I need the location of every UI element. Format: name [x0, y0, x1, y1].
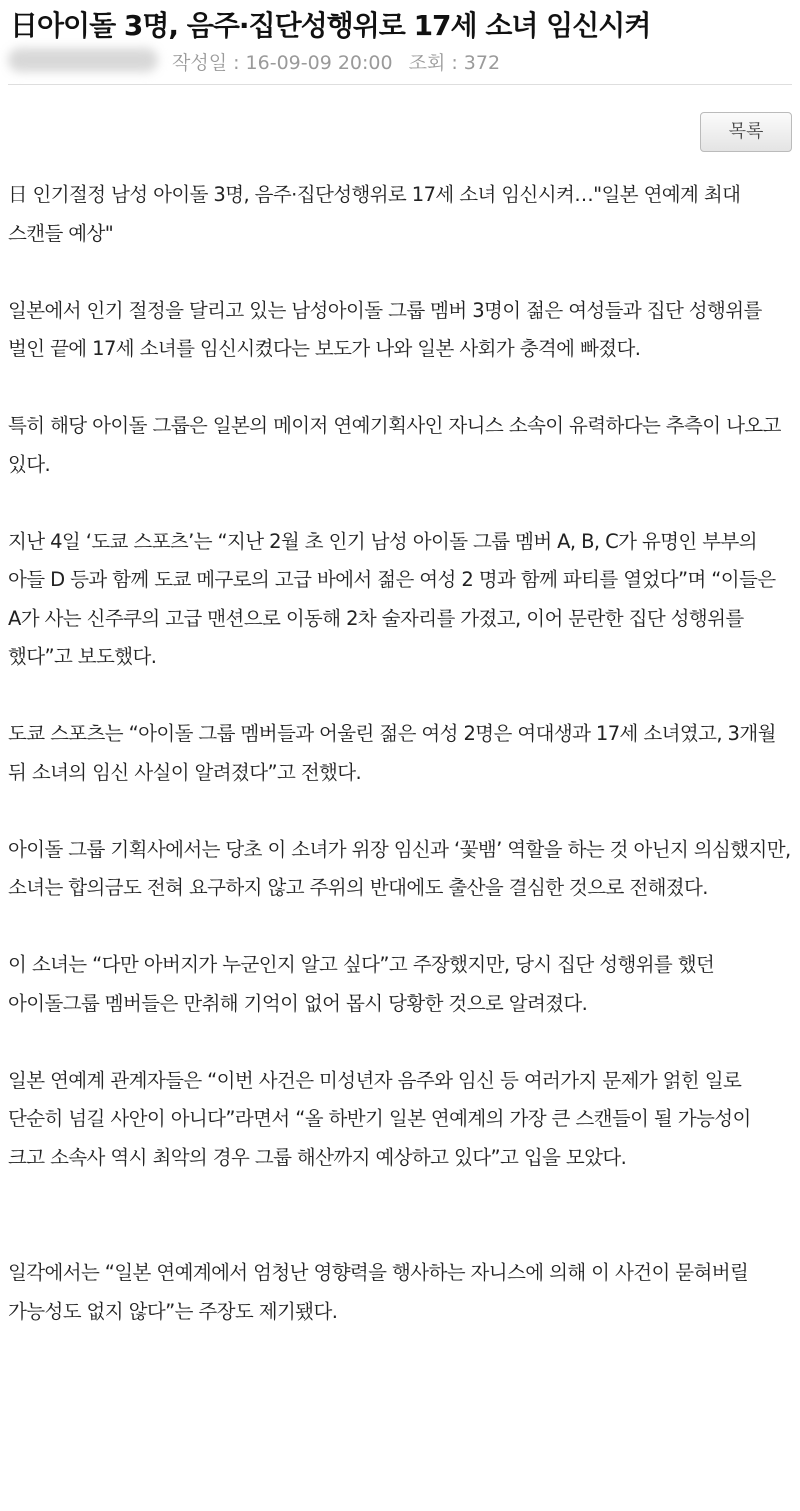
article-paragraph: 일본에서 인기 절정을 달리고 있는 남성아이돌 그룹 멤버 3명이 젊은 여성들과 집단 성행위를 벌인 끝에 17세 소녀를 임신시켰다는 보도가 나와 일본 사회가 충격에 빠졌다.: [8, 298, 762, 360]
article-paragraph: 특히 해당 아이돌 그룹은 일본의 메이저 연예기획사인 자니스 소속이 유력하다는 추측이 나오고 있다.: [8, 414, 781, 476]
article-paragraph: 이 소녀는 “다만 아버지가 누군인지 알고 싶다”고 주장했지만, 당시 집단 성행위를 했던 아이돌그룹 멤버들은 만취해 기억이 없어 몹시 당황한 것으로 알려졌다.: [8, 953, 715, 1015]
header-divider: [8, 84, 792, 85]
view-count: 조회 : 372: [408, 52, 501, 74]
article-title: 日아이돌 3명, 음주·집단성행위로 17세 소녀 임신시켜: [10, 9, 651, 42]
article-paragraph: 일본 연예계 관계자들은 “이번 사건은 미성년자 음주와 임신 등 여러가지 문제가 얽힌 일로 단순히 넘길 사안이 아니다”라면서 “올 하반기 일본 연예계의 가장 큰 스캔들이 될 가능성이 크고 소속사 역시 최악의 경우 그룹 해산까지 예상하고 있다”고 입을 모았다.: [8, 1068, 751, 1169]
list-button[interactable]: 목록: [700, 112, 792, 152]
article-meta: [8, 44, 792, 76]
article-paragraph: 일각에서는 “일본 연예계에서 엄청난 영향력을 행사하는 자니스에 의해 이 사건이 묻혀버릴 가능성도 없지 않다”는 주장도 제기됐다.: [8, 1261, 749, 1323]
author-name-blurred: [8, 48, 158, 72]
article-body: [8, 176, 792, 1331]
post-date: 작성일 : 16-09-09 20:00: [172, 52, 393, 74]
article-paragraph: 日 인기절정 남성 아이돌 3명, 음주·집단성행위로 17세 소녀 임신시켜…"일본 연예계 최대 스캔들 예상": [8, 183, 741, 245]
article-paragraph: 지난 4일 ‘도쿄 스포츠’는 “지난 2월 초 인기 남성 아이돌 그룹 멤버 A, B, C가 유명인 부부의 아들 D 등과 함께 도쿄 메구로의 고급 바에서 젊은 여성 2 명과 함께 파티를 열었다”며 “이들은 A가 사는 신주쿠의 고급 맨션으로 이동해 2차 술자리를 가졌고, 이어 문란한 집단 성행위를 했다”고 보도했다.: [8, 529, 776, 668]
meta-info: [172, 48, 500, 75]
article-paragraph: 아이돌 그룹 기획사에서는 당초 이 소녀가 위장 임신과 ‘꽃뱀’ 역할을 하는 것 아닌지 의심했지만, 소녀는 합의금도 전혀 요구하지 않고 주위의 반대에도 출산을 결심한 것으로 전해졌다.: [8, 837, 791, 899]
article-paragraph: 도쿄 스포츠는 “아이돌 그룹 멤버들과 어울린 젊은 여성 2명은 여대생과 17세 소녀였고, 3개월 뒤 소녀의 임신 사실이 알려졌다”고 전했다.: [8, 722, 776, 784]
